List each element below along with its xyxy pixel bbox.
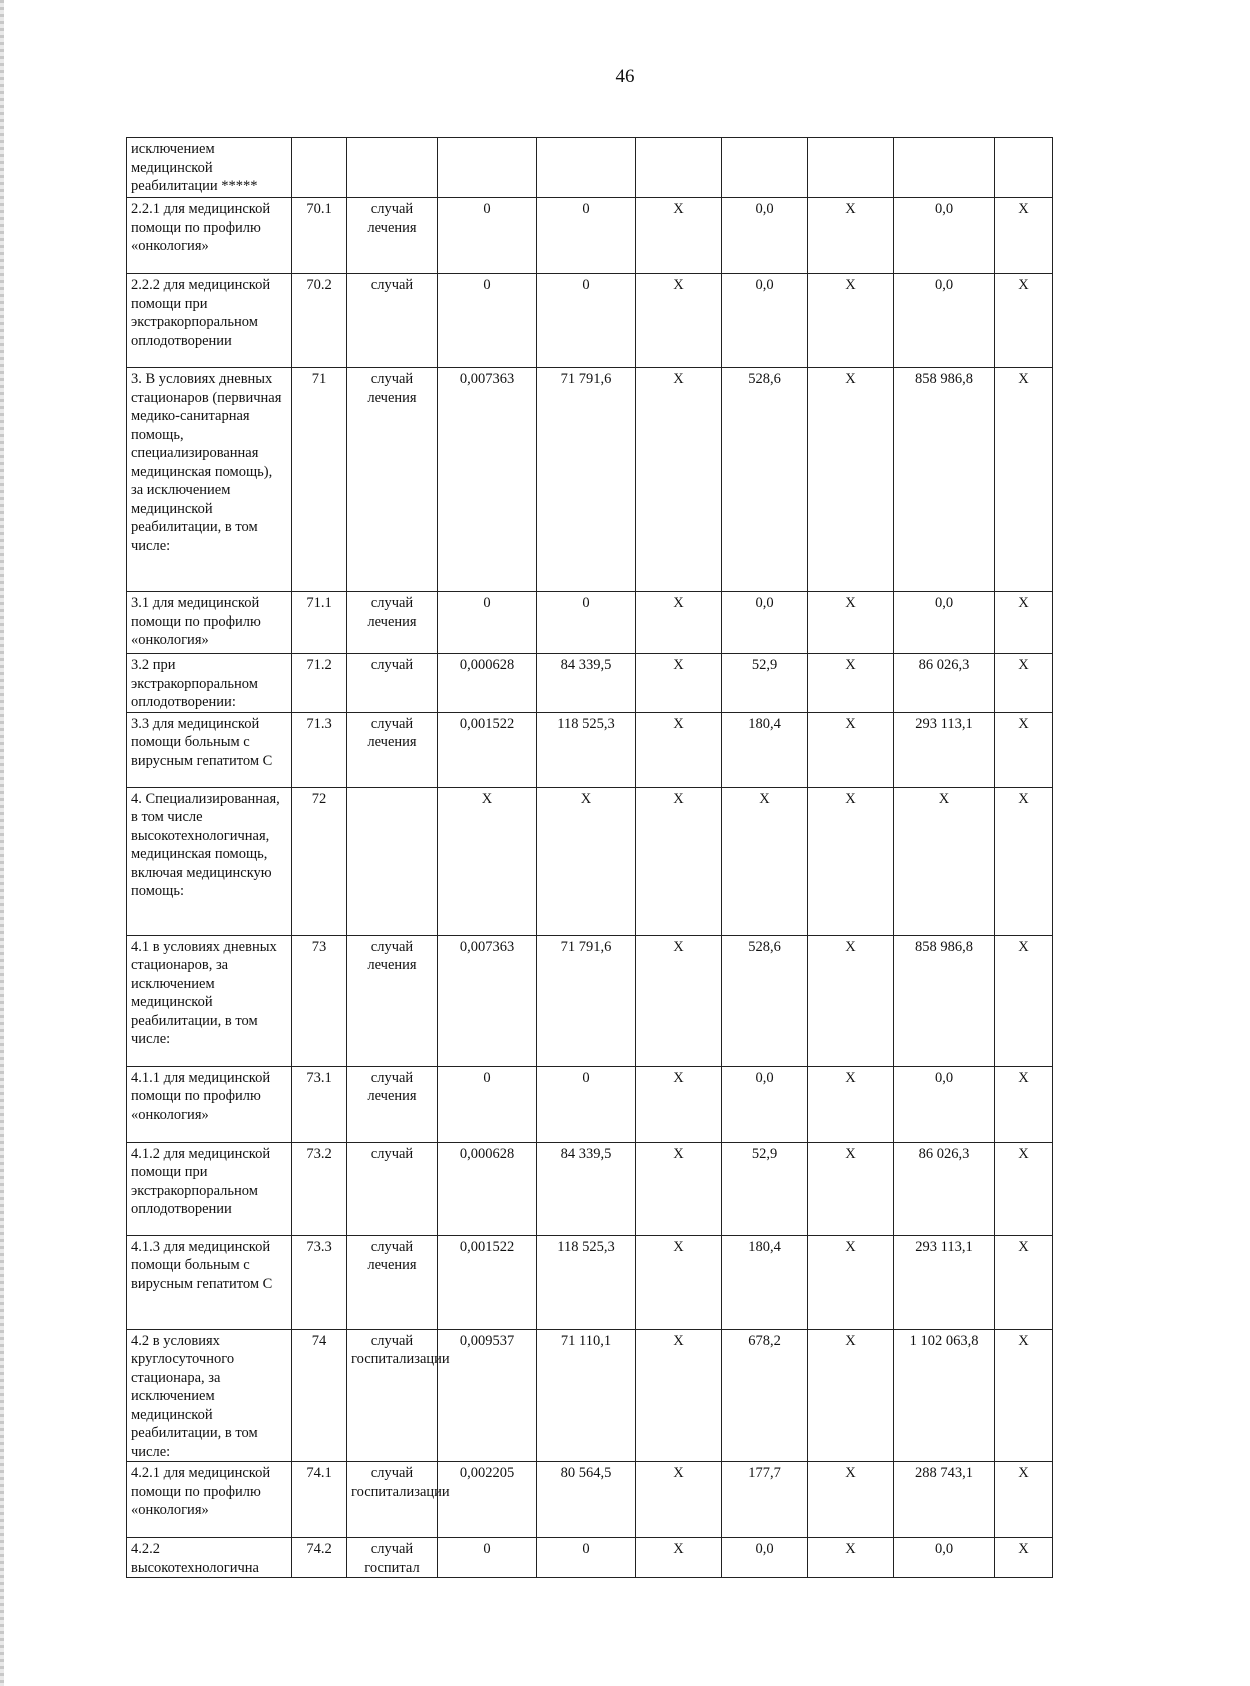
row-code-cell: 71.2 <box>292 654 347 713</box>
norm-volume-cell: 0,009537 <box>438 1329 537 1462</box>
norm-cost-cell: X <box>537 787 636 935</box>
oms-total-cell: 288 743,1 <box>894 1462 995 1538</box>
unit-cell: случай лечения <box>347 935 438 1066</box>
norm-cost-cell: 0 <box>537 1538 636 1578</box>
row-code-cell: 71.1 <box>292 592 347 654</box>
budget-total-cell: X <box>808 787 894 935</box>
share-cell: X <box>995 274 1053 368</box>
budget-pc-cell: X <box>636 1235 722 1329</box>
oms-pc-cell: 0,0 <box>722 1538 808 1578</box>
norm-volume-cell: 0 <box>438 1066 537 1142</box>
table-row <box>127 592 1053 654</box>
oms-total-cell: 86 026,3 <box>894 654 995 713</box>
budget-pc-cell: X <box>636 1142 722 1235</box>
budget-total-cell: X <box>808 592 894 654</box>
row-name-cell: 4.1.3 для медицинской помощи больным с вирусным гепатитом С <box>127 1235 292 1329</box>
row-name-cell: 4.1 в условиях дневных стационаров, за исключением медицинской реабилитации, в том числе: <box>127 935 292 1066</box>
share-cell: X <box>995 654 1053 713</box>
budget-pc-cell: X <box>636 592 722 654</box>
share-cell: X <box>995 198 1053 274</box>
oms-total-cell: 0,0 <box>894 592 995 654</box>
financing-table <box>126 137 1053 1578</box>
row-name-cell: исключением медицинской реабилитации ***** <box>127 138 292 198</box>
norm-cost-cell: 0 <box>537 592 636 654</box>
oms-total-cell: 293 113,1 <box>894 712 995 787</box>
budget-total-cell: X <box>808 274 894 368</box>
norm-cost-cell: 0 <box>537 1066 636 1142</box>
table-row <box>127 1329 1053 1462</box>
table-row <box>127 1462 1053 1538</box>
table-body <box>127 138 1053 1578</box>
row-code-cell: 73.1 <box>292 1066 347 1142</box>
share-cell: X <box>995 712 1053 787</box>
oms-pc-cell: 180,4 <box>722 1235 808 1329</box>
share-cell: X <box>995 1538 1053 1578</box>
norm-cost-cell: 118 525,3 <box>537 712 636 787</box>
table-row <box>127 1235 1053 1329</box>
budget-total-cell: X <box>808 1142 894 1235</box>
budget-pc-cell: X <box>636 1066 722 1142</box>
oms-total-cell: 0,0 <box>894 1538 995 1578</box>
budget-pc-cell: X <box>636 1538 722 1578</box>
unit-cell: случай лечения <box>347 712 438 787</box>
budget-pc-cell: X <box>636 935 722 1066</box>
norm-cost-cell: 0 <box>537 274 636 368</box>
oms-pc-cell: 177,7 <box>722 1462 808 1538</box>
norm-volume-cell: 0,000628 <box>438 654 537 713</box>
oms-total-cell <box>894 138 995 198</box>
share-cell: X <box>995 1235 1053 1329</box>
budget-total-cell: X <box>808 1066 894 1142</box>
row-name-cell: 4. Специализированная, в том числе высокотехнологичная, медицинская помощь, включая медицинскую помощь: <box>127 787 292 935</box>
table-row <box>127 368 1053 592</box>
share-cell: X <box>995 592 1053 654</box>
oms-pc-cell <box>722 138 808 198</box>
unit-cell: случай лечения <box>347 198 438 274</box>
unit-cell: случай лечения <box>347 1066 438 1142</box>
table-row <box>127 1538 1053 1578</box>
budget-total-cell: X <box>808 198 894 274</box>
share-cell: X <box>995 935 1053 1066</box>
oms-total-cell: 0,0 <box>894 1066 995 1142</box>
budget-pc-cell: X <box>636 274 722 368</box>
table-row <box>127 198 1053 274</box>
oms-pc-cell: 0,0 <box>722 198 808 274</box>
row-name-cell: 4.2 в условиях круглосуточного стационара, за исключением медицинской реабилитации, в том числе: <box>127 1329 292 1462</box>
oms-total-cell: 86 026,3 <box>894 1142 995 1235</box>
budget-total-cell: X <box>808 1462 894 1538</box>
unit-cell: случай госпитализации <box>347 1329 438 1462</box>
budget-pc-cell: X <box>636 1462 722 1538</box>
budget-total-cell: X <box>808 654 894 713</box>
unit-cell: случай <box>347 274 438 368</box>
budget-total-cell: X <box>808 1329 894 1462</box>
oms-pc-cell: X <box>722 787 808 935</box>
table-row <box>127 712 1053 787</box>
budget-pc-cell: X <box>636 368 722 592</box>
norm-volume-cell: 0,001522 <box>438 1235 537 1329</box>
row-code-cell: 74 <box>292 1329 347 1462</box>
oms-total-cell: 293 113,1 <box>894 1235 995 1329</box>
scan-edge <box>0 0 4 1686</box>
oms-total-cell: 1 102 063,8 <box>894 1329 995 1462</box>
share-cell <box>995 138 1053 198</box>
norm-volume-cell: X <box>438 787 537 935</box>
row-code-cell: 73.3 <box>292 1235 347 1329</box>
budget-pc-cell: X <box>636 654 722 713</box>
norm-cost-cell: 71 110,1 <box>537 1329 636 1462</box>
norm-volume-cell: 0,001522 <box>438 712 537 787</box>
row-name-cell: 3. В условиях дневных стационаров (первичная медико-санитарная помощь, специализированная медицинская помощь), за исключением медицинской реабилитации, в том числе: <box>127 368 292 592</box>
budget-pc-cell <box>636 138 722 198</box>
share-cell: X <box>995 787 1053 935</box>
norm-cost-cell: 71 791,6 <box>537 368 636 592</box>
unit-cell: случай лечения <box>347 1235 438 1329</box>
oms-pc-cell: 52,9 <box>722 654 808 713</box>
table-row <box>127 274 1053 368</box>
norm-cost-cell: 80 564,5 <box>537 1462 636 1538</box>
table-row <box>127 935 1053 1066</box>
budget-pc-cell: X <box>636 712 722 787</box>
table-row <box>127 787 1053 935</box>
oms-total-cell: 858 986,8 <box>894 935 995 1066</box>
table-row <box>127 1066 1053 1142</box>
norm-volume-cell: 0 <box>438 198 537 274</box>
oms-pc-cell: 0,0 <box>722 1066 808 1142</box>
row-name-cell: 4.2.2 высокотехнологична <box>127 1538 292 1578</box>
norm-volume-cell: 0 <box>438 592 537 654</box>
row-code-cell: 74.2 <box>292 1538 347 1578</box>
share-cell: X <box>995 368 1053 592</box>
unit-cell: случай госпитализации <box>347 1462 438 1538</box>
budget-total-cell: X <box>808 368 894 592</box>
norm-volume-cell: 0,000628 <box>438 1142 537 1235</box>
oms-pc-cell: 0,0 <box>722 592 808 654</box>
table-row <box>127 138 1053 198</box>
unit-cell <box>347 138 438 198</box>
norm-cost-cell: 71 791,6 <box>537 935 636 1066</box>
budget-total-cell: X <box>808 935 894 1066</box>
budget-total-cell: X <box>808 1538 894 1578</box>
budget-total-cell: X <box>808 712 894 787</box>
row-name-cell: 4.1.1 для медицинской помощи по профилю «онкология» <box>127 1066 292 1142</box>
row-name-cell: 3.1 для медицинской помощи по профилю «онкология» <box>127 592 292 654</box>
row-code-cell: 73.2 <box>292 1142 347 1235</box>
row-name-cell: 2.2.1 для медицинской помощи по профилю «онкология» <box>127 198 292 274</box>
share-cell: X <box>995 1462 1053 1538</box>
oms-total-cell: 0,0 <box>894 274 995 368</box>
norm-volume-cell: 0,007363 <box>438 935 537 1066</box>
norm-cost-cell: 84 339,5 <box>537 654 636 713</box>
oms-total-cell: 0,0 <box>894 198 995 274</box>
row-name-cell: 4.2.1 для медицинской помощи по профилю «онкология» <box>127 1462 292 1538</box>
unit-cell: случай <box>347 1142 438 1235</box>
oms-pc-cell: 52,9 <box>722 1142 808 1235</box>
page-number: 46 <box>615 66 635 87</box>
unit-cell: случай лечения <box>347 368 438 592</box>
row-name-cell: 3.3 для медицинской помощи больным с вирусным гепатитом С <box>127 712 292 787</box>
row-code-cell: 73 <box>292 935 347 1066</box>
row-name-cell: 3.2 при экстракорпоральном оплодотворении: <box>127 654 292 713</box>
norm-volume-cell: 0,007363 <box>438 368 537 592</box>
share-cell: X <box>995 1329 1053 1462</box>
row-code-cell: 71.3 <box>292 712 347 787</box>
unit-cell <box>347 787 438 935</box>
oms-total-cell: 858 986,8 <box>894 368 995 592</box>
row-code-cell <box>292 138 347 198</box>
row-code-cell: 71 <box>292 368 347 592</box>
unit-cell: случай <box>347 654 438 713</box>
oms-total-cell: X <box>894 787 995 935</box>
oms-pc-cell: 528,6 <box>722 935 808 1066</box>
row-code-cell: 74.1 <box>292 1462 347 1538</box>
norm-cost-cell: 0 <box>537 198 636 274</box>
budget-total-cell: X <box>808 1235 894 1329</box>
norm-cost-cell: 118 525,3 <box>537 1235 636 1329</box>
oms-pc-cell: 678,2 <box>722 1329 808 1462</box>
row-name-cell: 4.1.2 для медицинской помощи при экстракорпоральном оплодотворении <box>127 1142 292 1235</box>
norm-cost-cell <box>537 138 636 198</box>
row-name-cell: 2.2.2 для медицинской помощи при экстракорпоральном оплодотворении <box>127 274 292 368</box>
table-row <box>127 1142 1053 1235</box>
budget-pc-cell: X <box>636 787 722 935</box>
norm-volume-cell <box>438 138 537 198</box>
norm-volume-cell: 0,002205 <box>438 1462 537 1538</box>
row-code-cell: 72 <box>292 787 347 935</box>
norm-volume-cell: 0 <box>438 274 537 368</box>
budget-pc-cell: X <box>636 1329 722 1462</box>
unit-cell: случай лечения <box>347 592 438 654</box>
table-row <box>127 654 1053 713</box>
row-code-cell: 70.2 <box>292 274 347 368</box>
oms-pc-cell: 0,0 <box>722 274 808 368</box>
budget-total-cell <box>808 138 894 198</box>
share-cell: X <box>995 1142 1053 1235</box>
oms-pc-cell: 528,6 <box>722 368 808 592</box>
oms-pc-cell: 180,4 <box>722 712 808 787</box>
norm-cost-cell: 84 339,5 <box>537 1142 636 1235</box>
unit-cell: случай госпитал <box>347 1538 438 1578</box>
norm-volume-cell: 0 <box>438 1538 537 1578</box>
row-code-cell: 70.1 <box>292 198 347 274</box>
share-cell: X <box>995 1066 1053 1142</box>
budget-pc-cell: X <box>636 198 722 274</box>
